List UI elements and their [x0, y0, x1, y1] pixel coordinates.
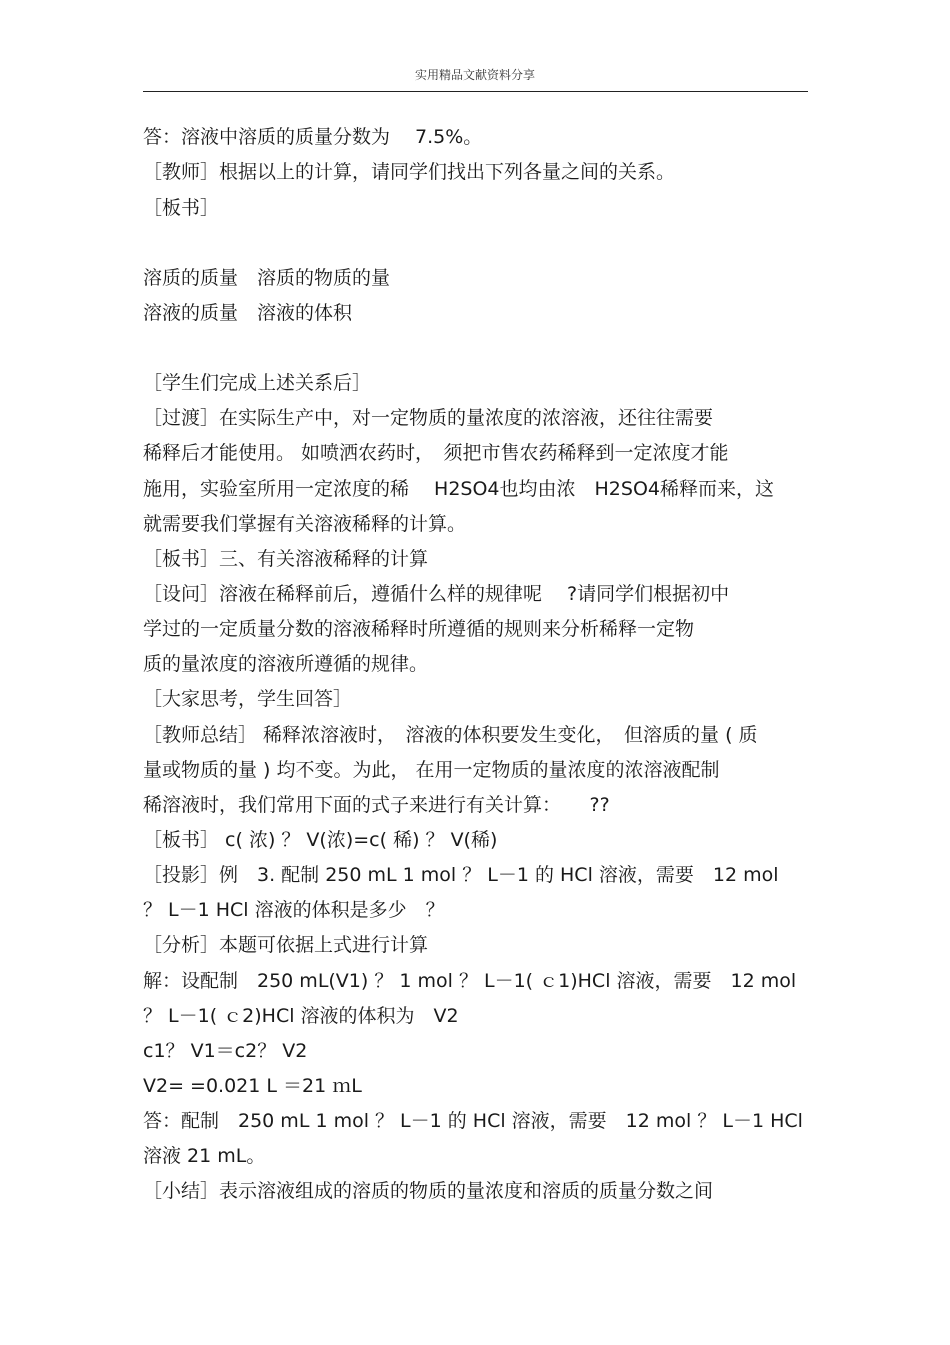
text-line: 溶液的质量 溶液的体积 — [143, 302, 353, 324]
text-line: 答：溶液中溶质的质量分数为 7.5%。 — [143, 126, 483, 148]
text-line: 质的量浓度的溶液所遵循的规律。 — [143, 653, 429, 675]
text-line: ［设问］溶液在稀释前后，遵循什么样的规律呢 ?请同学们根据初中 — [143, 583, 730, 605]
text-line: 量或物质的量 ) 均不变。为此， 在用一定物质的量浓度的浓溶液配制 — [143, 759, 720, 781]
text-line: ［过渡］在实际生产中，对一定物质的量浓度的浓溶液，还往往需要 — [143, 407, 714, 429]
text-line: 溶液 21 mL。 — [143, 1145, 266, 1167]
text-line: ［小结］表示溶液组成的溶质的物质的量浓度和溶质的质量分数之间 — [143, 1180, 714, 1202]
text-line: ［投影］例 3. 配制 250 mL 1 mol ？ L－1 的 HCl 溶液，需要 12 mol — [143, 864, 779, 886]
text-line: 稀释后才能使用。 如喷洒农药时， 须把市售农药稀释到一定浓度才能 — [143, 442, 729, 464]
text-line: ［教师］根据以上的计算，请同学们找出下列各量之间的关系。 — [143, 161, 676, 183]
text-line: ［分析］本题可依据上式进行计算 — [143, 934, 429, 956]
text-line: 溶质的质量 溶质的物质的量 — [143, 267, 391, 289]
text-line: 稀溶液时，我们常用下面的式子来进行有关计算： ?? — [143, 794, 610, 816]
text-line: ［板书］ c( 浓) ？ V(浓)=c( 稀) ？ V(稀) — [143, 829, 498, 851]
text-line: 解：设配制 250 mL(V1) ？ 1 mol ？ L－1( ｃ1)HCl 溶液，需要 12 mol — [143, 970, 797, 992]
text-line: V2= =0.021 L ＝21 ｍL — [143, 1075, 362, 1097]
text-line: ［板书］三、有关溶液稀释的计算 — [143, 548, 429, 570]
page-header: 实用精品文献资料分享 — [414, 68, 535, 82]
text-line: ［教师总结］ 稀释浓溶液时， 溶液的体积要发生变化， 但溶质的量 ( 质 — [143, 724, 758, 746]
text-line: c1？ V1＝c2？ V2 — [143, 1040, 308, 1062]
text-line: 施用，实验室所用一定浓度的稀 H2SO4也均由浓 H2SO4稀释而来，这 — [143, 478, 775, 500]
text-line: ［学生们完成上述关系后］ — [143, 372, 372, 394]
text-line: 答：配制 250 mL 1 mol ？ L－1 的 HCl 溶液，需要 12 mol ？ L－1 HCl — [143, 1110, 803, 1132]
text-line: 学过的一定质量分数的溶液稀释时所遵循的规则来分析稀释一定物 — [143, 618, 695, 640]
header-rule — [143, 91, 808, 92]
text-line: ［大家思考，学生回答］ — [143, 688, 353, 710]
text-line: 就需要我们掌握有关溶液稀释的计算。 — [143, 513, 467, 535]
text-line: ？ L－1 HCl 溶液的体积是多少 ？ — [143, 899, 445, 921]
text-line: ？ L－1( ｃ2)HCl 溶液的体积为 V2 — [143, 1005, 459, 1027]
text-line: ［板书］ — [143, 197, 220, 219]
